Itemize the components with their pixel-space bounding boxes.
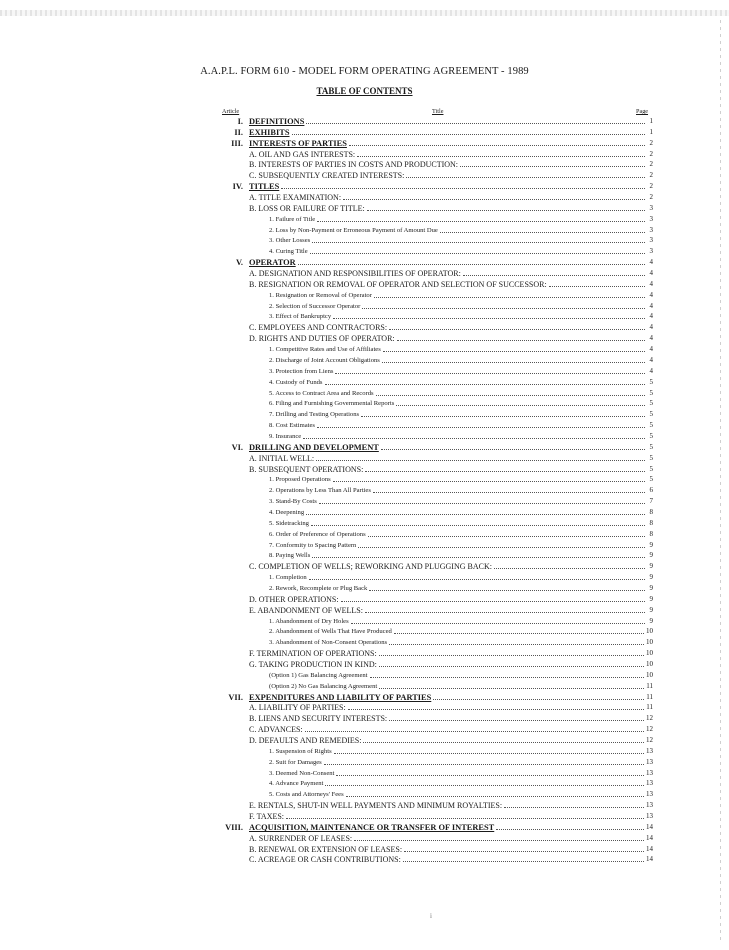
toc-entry-page-number: 10 (646, 660, 653, 668)
toc-entry-title: 7. Conformity to Spacing Pattern (269, 541, 357, 549)
column-header-page: Page (636, 108, 649, 115)
dot-leader (303, 438, 645, 439)
toc-entry[interactable] (269, 540, 653, 551)
toc-entry-page-number: 4 (649, 323, 653, 332)
toc-entry[interactable] (269, 474, 653, 485)
toc-entry[interactable] (249, 268, 653, 279)
toc-entry-title: 2. Abandonment of Wells That Have Produced (269, 628, 392, 636)
dot-leader (346, 796, 644, 797)
toc-entry-page-number: 5 (649, 442, 653, 451)
dot-leader (317, 221, 645, 222)
toc-entry[interactable] (249, 203, 653, 214)
toc-entry-page-number: 4 (649, 290, 653, 299)
dot-leader (363, 742, 644, 743)
toc-entry[interactable] (249, 811, 653, 822)
dot-leader (406, 177, 645, 178)
dot-leader (317, 427, 645, 428)
toc-entry-page-number: 5 (649, 464, 653, 473)
page-number-footer: i (430, 912, 432, 920)
toc-entry-page-number: 7 (649, 497, 653, 506)
toc-entry[interactable] (269, 344, 653, 355)
toc-entry-page-number: 14 (646, 844, 653, 853)
toc-entry-page-number: 8 (649, 529, 653, 538)
toc-entry-page-number: 14 (646, 855, 653, 864)
toc-entry-title: (Option 2) No Gas Balancing Agreement (269, 682, 378, 690)
dot-leader (369, 590, 645, 591)
toc-entry-page-number: 13 (646, 768, 653, 777)
toc-entry[interactable] (269, 746, 653, 757)
dot-leader (389, 720, 644, 721)
toc-entry-title: 5. Access to Contract Area and Records (269, 389, 374, 397)
toc-entry-page-number: 12 (646, 736, 653, 745)
dot-leader (379, 655, 644, 656)
toc-entry-article-number: I. (237, 117, 243, 126)
toc-entry-page-number: 9 (649, 562, 653, 571)
toc-entry-title: 1. Abandonment of Dry Holes (269, 617, 349, 625)
toc-entry[interactable] (249, 605, 653, 616)
toc-entry-page-number: 13 (646, 801, 653, 810)
toc-entry[interactable] (269, 496, 653, 507)
toc-entry[interactable] (234, 127, 653, 138)
toc-entry[interactable] (269, 550, 653, 561)
toc-entry-page-number: 11 (646, 703, 653, 712)
toc-entry-title: D. DEFAULTS AND REMEDIES: (249, 736, 362, 746)
toc-entry-article-number: III. (231, 138, 243, 148)
dot-leader (367, 210, 645, 211)
toc-entry-title: C. COMPLETION OF WELLS; REWORKING AND PLUGGING BACK: (249, 562, 492, 572)
toc-entry-page-number: 5 (649, 410, 653, 419)
dot-leader (312, 242, 645, 243)
toc-entry-page-number: 2 (649, 182, 653, 191)
dot-leader (494, 568, 645, 569)
toc-entry[interactable] (269, 388, 653, 399)
toc-entry-title: 1. Suspension of Rights (269, 747, 332, 755)
dot-leader (298, 264, 645, 265)
toc-entry[interactable] (269, 214, 653, 225)
column-header-article: Article (222, 108, 240, 115)
dot-leader (354, 840, 644, 841)
toc-entry[interactable] (269, 572, 653, 583)
toc-entry-title: E. RENTALS, SHUT-IN WELL PAYMENTS AND MINIMUM ROYALTIES: (249, 801, 503, 811)
toc-entry[interactable] (231, 442, 653, 453)
toc-entry[interactable] (249, 702, 653, 713)
toc-entry[interactable] (249, 800, 653, 811)
toc-entry[interactable] (269, 355, 653, 366)
toc-entry-page-number: 13 (646, 812, 653, 821)
toc-entry-page-number: 2 (649, 160, 653, 169)
dot-leader (370, 677, 644, 678)
toc-entry-page-number: 4 (649, 334, 653, 343)
toc-entry[interactable] (228, 692, 653, 703)
toc-entry-title: F. TERMINATION OF OPERATIONS: (249, 649, 377, 659)
dot-leader (348, 709, 645, 710)
toc-entry[interactable] (249, 322, 653, 333)
toc-entry-page-number: 5 (649, 475, 653, 484)
dot-leader (310, 253, 645, 254)
toc-entry-title: D. RIGHTS AND DUTIES OF OPERATOR: (249, 334, 395, 344)
dot-leader (374, 297, 645, 298)
toc-entry-article-number: II. (234, 127, 243, 137)
toc-entry-page-number: 3 (649, 225, 653, 234)
toc-entry-title: 1. Completion (269, 574, 307, 582)
toc-entry-title: EXPENDITURES AND LIABILITY OF PARTIES (249, 692, 432, 702)
toc-entry-title: A. INITIAL WELL: (249, 453, 315, 463)
toc-entry-page-number: 8 (649, 507, 653, 516)
toc-entry-page-number: 9 (649, 605, 653, 614)
dot-leader (389, 329, 645, 330)
toc-entry-page-number: 11 (646, 681, 653, 690)
toc-entry-page-number: 10 (646, 649, 653, 658)
toc-entry-title: OPERATOR (249, 258, 296, 268)
toc-entry-title: D. OTHER OPERATIONS: (249, 594, 339, 604)
toc-entry-page-number: 5 (649, 388, 653, 397)
toc-entry-page-number: 13 (646, 779, 653, 788)
toc-entry-page-number: 4 (649, 258, 653, 267)
toc-entry[interactable] (269, 225, 653, 236)
toc-entry[interactable] (249, 833, 653, 844)
toc-heading: TABLE OF CONTENTS (316, 86, 413, 96)
dot-leader (309, 579, 645, 580)
dot-leader (394, 633, 644, 634)
toc-entry-title: 4. Deepening (269, 508, 305, 516)
toc-entry[interactable] (269, 485, 653, 496)
toc-entry-page-number: 2 (649, 138, 653, 147)
toc-entry-page-number: 10 (646, 670, 653, 679)
dot-leader (312, 557, 645, 558)
toc-entry-title: 6. Order of Preference of Operations (269, 530, 366, 538)
toc-entry-article-number: V. (235, 258, 243, 268)
toc-entry-title: 8. Paying Wells (269, 552, 311, 560)
toc-entry-title: A. LIABILITY OF PARTIES: (249, 703, 346, 713)
dot-leader (382, 362, 645, 363)
toc-entry-title: 2. Rework, Recomplete or Plug Back (269, 584, 368, 592)
document-title: A.A.P.L. FORM 610 - MODEL FORM OPERATING AGREEMENT - 1989 (200, 66, 529, 77)
toc-entry-page-number: 4 (649, 345, 653, 354)
toc-entry-title: E. ABANDONMENT OF WELLS: (249, 605, 363, 615)
dot-leader (362, 308, 645, 309)
dot-leader (368, 536, 645, 537)
dot-leader (305, 731, 644, 732)
dot-leader (361, 416, 645, 417)
toc-entry[interactable] (269, 529, 653, 540)
toc-entry[interactable] (269, 398, 653, 409)
toc-entry[interactable] (249, 159, 653, 170)
toc-entry-title: 4. Curing Title (269, 248, 308, 256)
toc-entry-page-number: 10 (646, 638, 653, 647)
toc-entry[interactable] (249, 149, 653, 160)
dot-leader (316, 460, 645, 461)
dot-leader (404, 851, 644, 852)
dot-leader (334, 753, 644, 754)
toc-entry-title: B. LIENS AND SECURITY INTERESTS: (249, 714, 388, 724)
toc-entry-title: 8. Cost Estimates (269, 422, 315, 430)
dot-leader (379, 688, 644, 689)
toc-entry-page-number: 8 (649, 518, 653, 527)
toc-entry[interactable] (269, 681, 653, 692)
toc-entry-page-number: 4 (649, 301, 653, 310)
dot-leader (351, 623, 645, 624)
toc-entry[interactable] (269, 583, 653, 594)
toc-entry-article-number: VIII. (225, 822, 243, 832)
dot-leader (292, 134, 646, 135)
toc-entry[interactable] (269, 420, 653, 431)
dot-leader (311, 525, 645, 526)
scan-artifact-top (0, 10, 729, 16)
toc-entry-page-number: 5 (649, 421, 653, 430)
toc-entry-title: 1. Failure of Title (269, 215, 316, 223)
dot-leader (396, 405, 645, 406)
toc-entry-page-number: 5 (649, 377, 653, 386)
dot-leader (397, 340, 645, 341)
toc-entry-page-number: 3 (649, 203, 653, 212)
toc-entry-page-number: 4 (649, 279, 653, 288)
toc-entry-page-number: 9 (649, 573, 653, 582)
toc-entry-page-number: 9 (649, 616, 653, 625)
toc-entry-title: 2. Operations by Less Than All Parties (269, 487, 371, 495)
toc-entry[interactable] (269, 290, 653, 301)
dot-leader (383, 351, 645, 352)
toc-entry[interactable] (269, 778, 653, 789)
dot-leader (324, 764, 644, 765)
dot-leader (463, 275, 645, 276)
toc-entry-title: 6. Filing and Furnishing Governmental Reports (269, 400, 395, 408)
toc-entry-title: B. RESIGNATION OR REMOVAL OF OPERATOR AND SELECTION OF SUCCESSOR: (249, 279, 547, 289)
toc-entry[interactable] (269, 518, 653, 529)
dot-leader (343, 199, 645, 200)
toc-entry[interactable] (269, 235, 653, 246)
toc-entry[interactable] (269, 626, 653, 637)
toc-entry-page-number: 2 (649, 171, 653, 180)
toc-entry-title: 1. Resignation or Removal of Operator (269, 291, 372, 299)
toc-entry-title: 3. Protection from Liens (269, 367, 334, 375)
toc-entry[interactable] (232, 181, 653, 192)
scan-artifact-right (720, 20, 721, 940)
toc-entry-page-number: 4 (649, 355, 653, 364)
toc-entry-page-number: 1 (649, 117, 653, 125)
toc-entry-title: C. SUBSEQUENTLY CREATED INTERESTS: (249, 171, 405, 181)
toc-entry[interactable] (269, 616, 653, 627)
toc-entry-article-number: VI. (231, 442, 243, 452)
dot-leader (325, 785, 644, 786)
toc-entry[interactable] (235, 257, 653, 268)
toc-entry-page-number: 2 (649, 149, 653, 158)
toc-entry-title: C. ADVANCES: (249, 725, 303, 735)
toc-entry[interactable] (249, 724, 653, 735)
toc-entry-title: TITLES (249, 182, 280, 192)
toc-entry-page-number: 5 (649, 431, 653, 440)
toc-entry-title: 2. Loss by Non-Payment or Erroneous Payment of Amount Due (269, 226, 438, 234)
toc-entry-title: A. TITLE EXAMINATION: (249, 193, 342, 203)
dot-leader (440, 232, 645, 233)
toc-entry-title: 4. Advance Payment (269, 780, 324, 788)
toc-entry-page-number: 3 (649, 236, 653, 245)
dot-leader (281, 188, 645, 189)
toc-entry-page-number: 9 (649, 583, 653, 592)
toc-entry-title: A. SURRENDER OF LEASES: (249, 833, 353, 843)
toc-entry-title: INTERESTS OF PARTIES (249, 138, 347, 148)
toc-entry-title: (Option 1) Gas Balancing Agreement (269, 671, 368, 679)
toc-entry-page-number: 13 (646, 746, 653, 755)
toc-entry-page-number: 9 (649, 594, 653, 603)
toc-entry-title: 2. Selection of Successor Operator (269, 302, 361, 310)
toc-entry-page-number: 12 (646, 714, 653, 723)
toc-entry[interactable] (269, 301, 653, 312)
dot-leader (333, 318, 645, 319)
toc-entry[interactable] (269, 366, 653, 377)
toc-entry[interactable] (269, 246, 653, 257)
toc-entry-page-number: 14 (646, 822, 653, 831)
toc-entry[interactable] (249, 170, 653, 181)
toc-entry-title: 4. Custody of Funds (269, 378, 323, 386)
toc-entry-title: 7. Drilling and Testing Operations (269, 411, 360, 419)
toc-entry-title: B. LOSS OR FAILURE OF TITLE: (249, 203, 365, 213)
toc-entry[interactable] (249, 735, 653, 746)
toc-entry-title: 9. Insurance (269, 432, 302, 440)
toc-entry-title: 5. Sidetracking (269, 519, 309, 527)
toc-entry[interactable] (249, 854, 653, 865)
toc-entry-page-number: 9 (649, 540, 653, 549)
dot-leader (349, 145, 645, 146)
toc-entry[interactable] (249, 192, 653, 203)
dot-leader (389, 644, 644, 645)
dot-leader (358, 547, 645, 548)
toc-entry-page-number: 4 (649, 366, 653, 375)
toc-entry-page-number: 9 (649, 551, 653, 560)
toc-entry[interactable] (249, 333, 653, 344)
toc-entry[interactable] (249, 659, 653, 670)
dot-leader (286, 818, 644, 819)
toc-entry-page-number: 10 (646, 627, 653, 636)
toc-entry[interactable] (269, 757, 653, 768)
toc-entry-title: A. DESIGNATION AND RESPONSIBILITIES OF OPERATOR: (249, 269, 461, 279)
dot-leader (504, 807, 644, 808)
toc-entry-title: EXHIBITS (249, 127, 290, 137)
toc-entry-page-number: 14 (646, 833, 653, 842)
toc-entry-title: DRILLING AND DEVELOPMENT (249, 442, 379, 452)
dot-leader (460, 166, 645, 167)
toc-entry-title: G. TAKING PRODUCTION IN KIND: (249, 660, 377, 669)
toc-entry[interactable] (237, 116, 653, 127)
toc-entry-title: 1. Competitive Rates and Use of Affiliates (269, 346, 381, 354)
toc-entry-title: B. SUBSEQUENT OPERATIONS: (249, 464, 364, 474)
toc-entry-page-number: 4 (649, 269, 653, 278)
dot-leader (325, 384, 646, 385)
toc-entry-title: B. RENEWAL OR EXTENSION OF LEASES: (249, 844, 403, 854)
toc-entry-title: DEFINITIONS (249, 117, 305, 126)
dot-leader (381, 449, 645, 450)
toc-entry[interactable] (249, 561, 653, 572)
column-header-title: Title (432, 108, 444, 115)
toc-entry[interactable] (269, 670, 653, 681)
dot-leader (549, 286, 645, 287)
toc-entry[interactable] (249, 594, 653, 605)
toc-entry-article-number: VII. (228, 692, 243, 702)
toc-entry-title: 3. Other Losses (269, 237, 311, 245)
toc-entry[interactable] (269, 789, 653, 800)
toc-entry[interactable] (269, 409, 653, 420)
toc-entry-page-number: 2 (649, 193, 653, 202)
dot-leader (433, 699, 644, 700)
toc-entry-page-number: 3 (649, 214, 653, 223)
toc-entry-page-number: 6 (649, 486, 653, 495)
toc-entry[interactable] (249, 464, 653, 475)
toc-entry-title: C. ACREAGE OR CASH CONTRIBUTIONS: (249, 855, 401, 865)
dot-leader (373, 492, 645, 493)
dot-leader (379, 666, 644, 667)
toc-entry[interactable] (269, 768, 653, 779)
toc-entry[interactable] (269, 377, 653, 388)
toc-entry-title: 1. Proposed Operations (269, 476, 331, 484)
toc-entry-page-number: 1 (649, 127, 653, 136)
toc-entry[interactable] (269, 637, 653, 648)
dot-leader (306, 514, 645, 515)
dot-leader (319, 503, 645, 504)
toc-entry[interactable] (249, 713, 653, 724)
dot-leader (306, 123, 645, 124)
toc-entry[interactable] (249, 279, 653, 290)
dot-leader (403, 861, 644, 862)
toc-entry-page-number: 11 (646, 692, 653, 701)
dot-leader (333, 481, 645, 482)
toc-entry-title: 2. Suit for Damages (269, 758, 322, 766)
toc-entry[interactable] (269, 507, 653, 518)
dot-leader (376, 395, 645, 396)
toc-entry-title: C. EMPLOYEES AND CONTRACTORS: (249, 323, 388, 333)
toc-entry-page-number: 13 (646, 790, 653, 799)
toc-entry-title: 2. Discharge of Joint Account Obligations (269, 356, 380, 364)
dot-leader (341, 601, 645, 602)
dot-leader (357, 156, 645, 157)
toc-entry-title: 3. Effect of Bankruptcy (269, 313, 332, 321)
dot-leader (365, 471, 645, 472)
toc-entry-title: 3. Deemed Non-Consent (269, 769, 335, 777)
toc-entry[interactable] (269, 311, 653, 322)
toc-entry-article-number: IV. (232, 182, 243, 192)
toc-entry-title: A. OIL AND GAS INTERESTS: (249, 149, 356, 159)
toc-entry-title: B. INTERESTS OF PARTIES IN COSTS AND PRODUCTION: (249, 160, 459, 170)
toc-entry-title: 5. Costs and Attorneys' Fees (269, 791, 344, 799)
dot-leader (336, 775, 644, 776)
toc-entry-title: F. TAXES: (249, 812, 285, 822)
toc-entry-title: 3. Abandonment of Non-Consent Operations (269, 639, 388, 647)
toc-entry[interactable] (249, 648, 653, 659)
toc-entry[interactable] (249, 453, 653, 464)
toc-entry-page-number: 5 (649, 453, 653, 462)
toc-entry-page-number: 5 (649, 399, 653, 408)
toc-entry-page-number: 4 (649, 312, 653, 321)
dot-leader (496, 829, 644, 830)
dot-leader (335, 373, 645, 374)
toc-entry-title: 3. Stand-By Costs (269, 498, 317, 506)
toc-entry[interactable] (231, 138, 653, 149)
toc-entry[interactable] (249, 844, 653, 855)
toc-entry-page-number: 12 (646, 725, 653, 734)
toc-entry-title: ACQUISITION, MAINTENANCE OR TRANSFER OF INTEREST (249, 822, 495, 832)
toc-entry[interactable] (225, 822, 653, 833)
toc-entry[interactable] (269, 431, 653, 442)
toc-entry-page-number: 13 (646, 757, 653, 766)
dot-leader (365, 612, 645, 613)
toc-entry-page-number: 3 (649, 247, 653, 256)
